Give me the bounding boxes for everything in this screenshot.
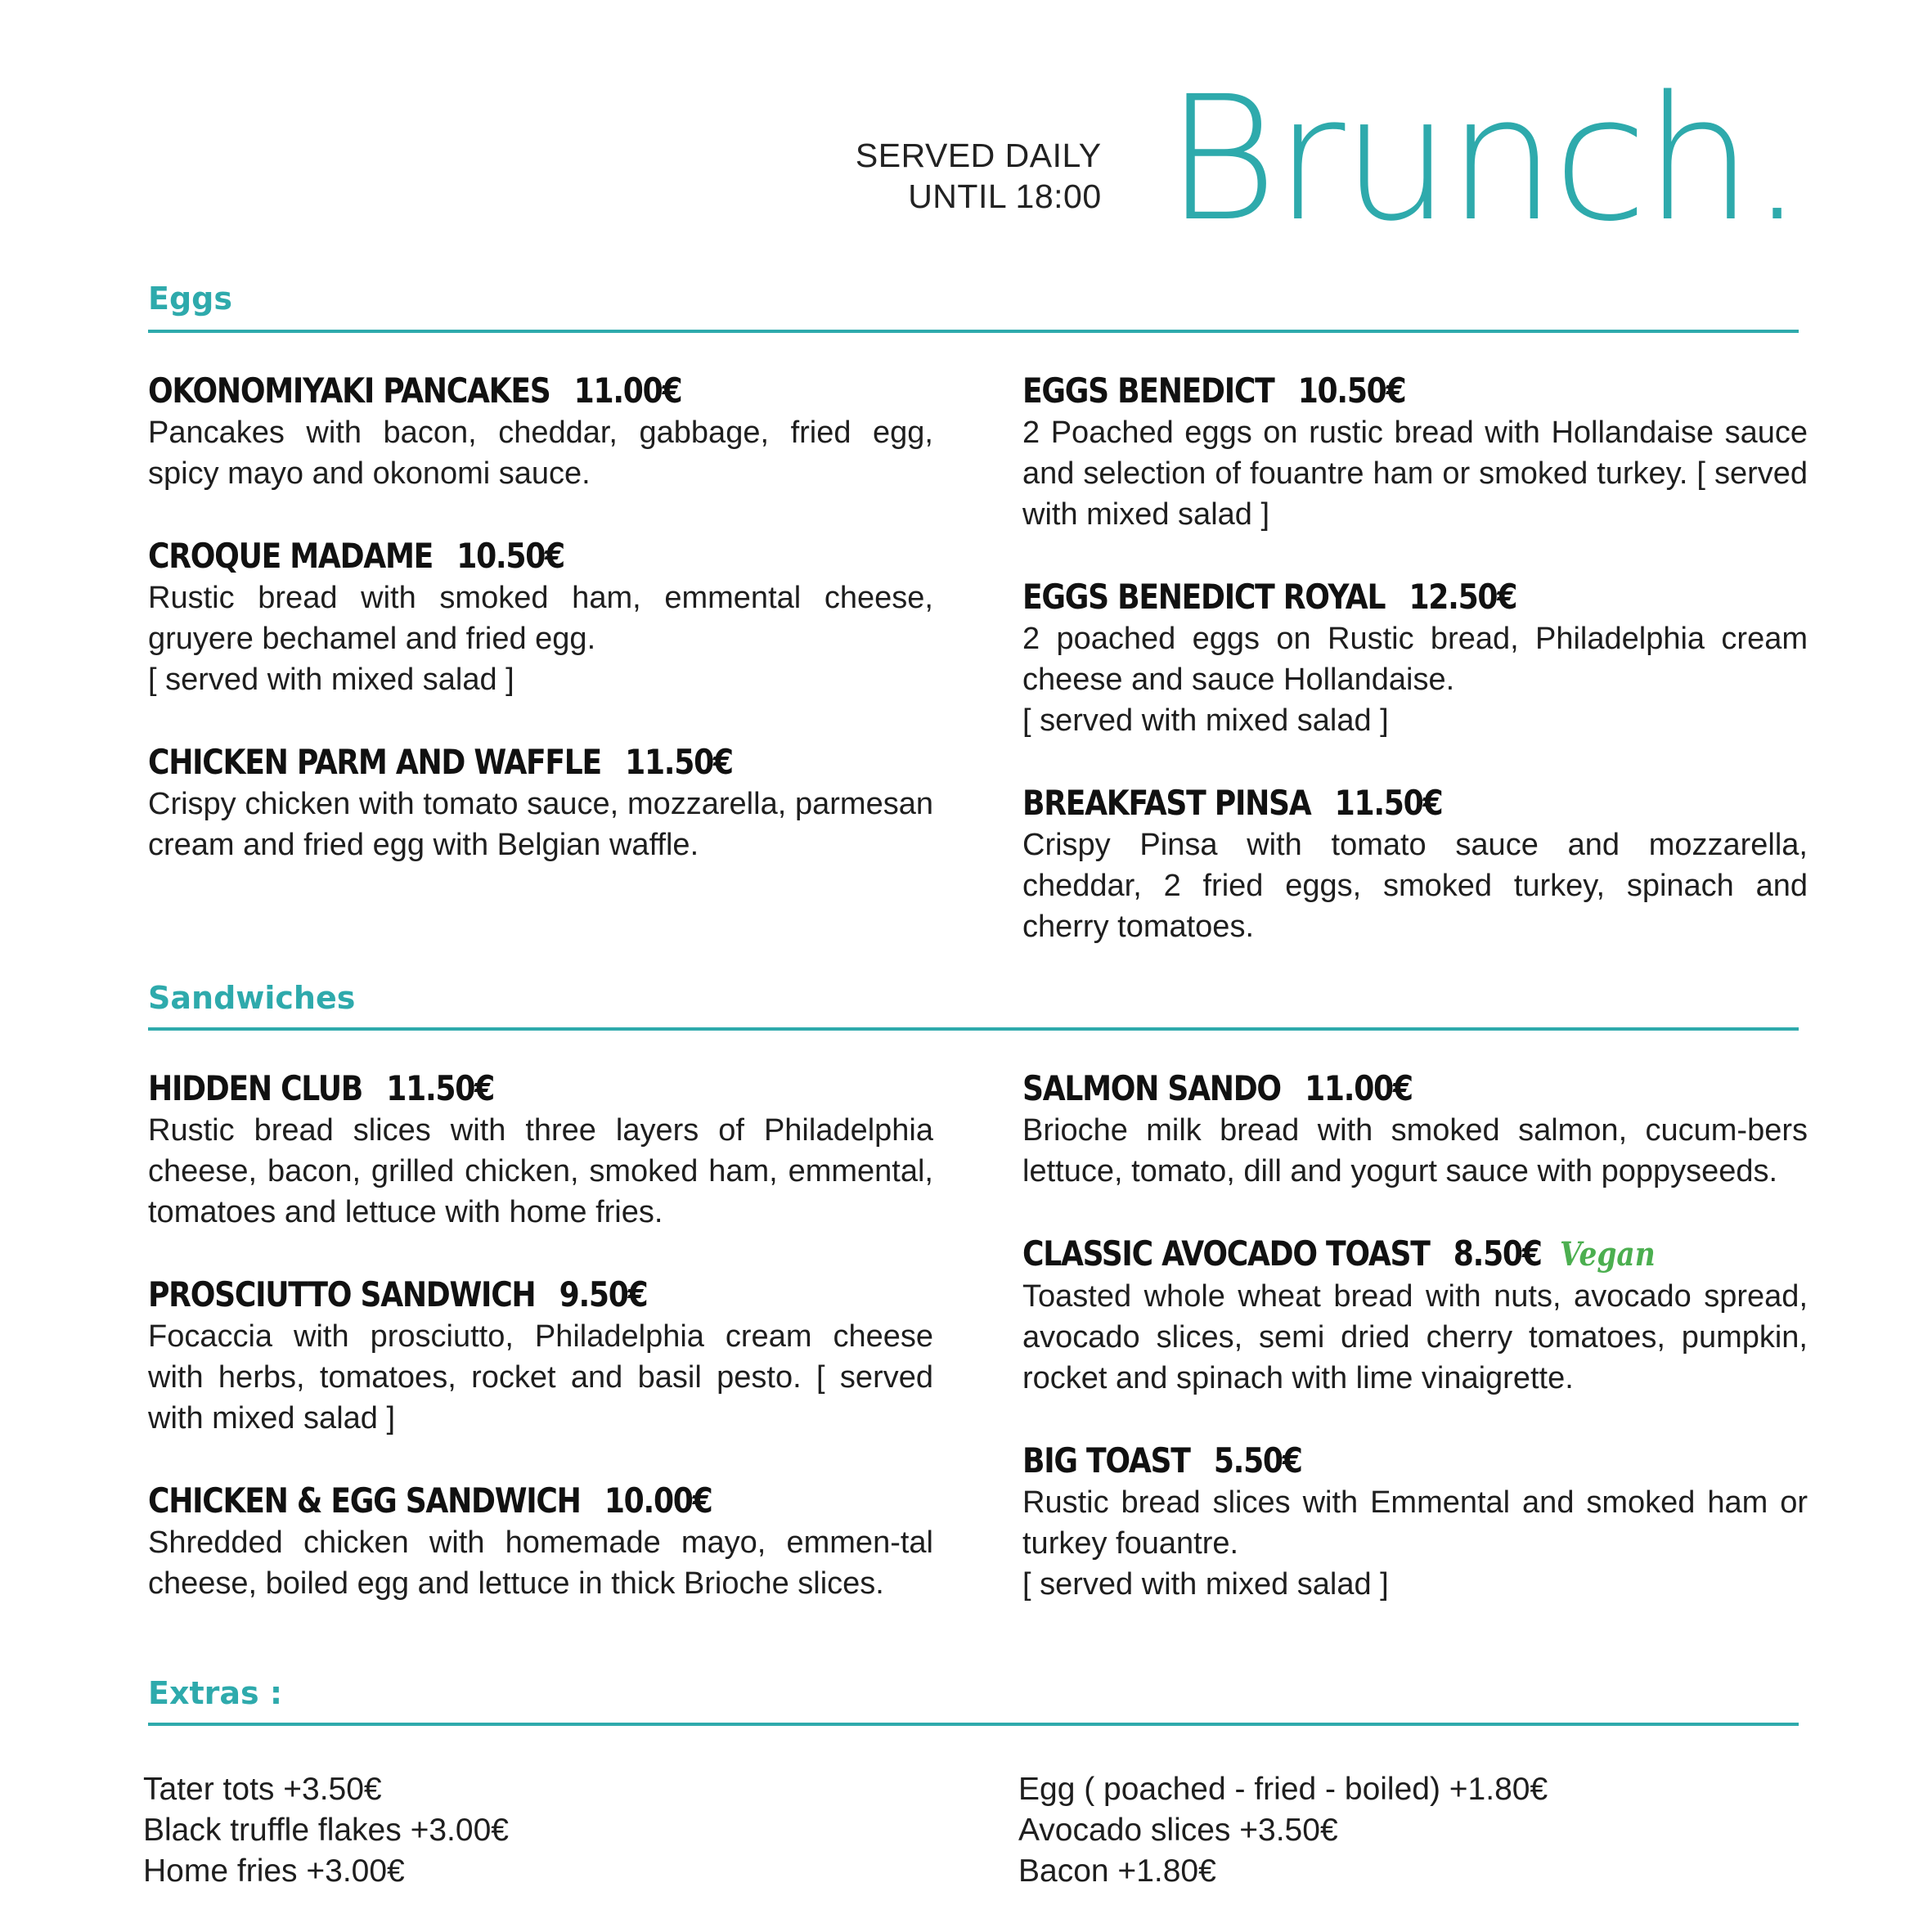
item-note: [ served with mixed salad ] — [1022, 703, 1389, 738]
item-name: EGGS BENEDICT ROYAL — [1022, 577, 1386, 617]
vegan-badge: Vegan — [1559, 1235, 1656, 1274]
page-title — [1165, 59, 1801, 259]
item-description: Rustic bread slices with three layers of Philadelphia cheese, bacon, grilled chicken, smoked ham, emmental, tomatoes and lettuce with home fries. — [148, 1113, 933, 1229]
item-description: Brioche milk bread with smoked salmon, cucum-bers lettuce, tomato, dill and yogurt sauce with poppyseeds. — [1022, 1113, 1808, 1188]
menu-item — [1022, 1440, 1808, 1605]
item-name: PROSCIUTTO SANDWICH — [148, 1274, 536, 1314]
menu-item — [148, 1067, 933, 1233]
section-heading-eggs: Eggs — [148, 281, 232, 317]
extra-item: Egg ( poached - fried - boiled) +1.80€ — [1018, 1772, 1548, 1807]
menu-item — [1022, 370, 1808, 535]
item-description: 2 Poached eggs on rustic bread with Hollandaise sauce and selection of fouantre ham or smoked turkey. [ served with mixed salad ] — [1022, 416, 1808, 532]
item-description: Rustic bread slices with Emmental and smoked ham or turkey fouantre. — [1022, 1485, 1808, 1561]
extra-item: Black truffle flakes +3.00€ — [143, 1813, 509, 1848]
item-name: BREAKFAST PINSA — [1022, 783, 1311, 823]
item-name: CLASSIC AVOCADO TOAST — [1022, 1233, 1430, 1274]
item-description: Pancakes with bacon, cheddar, gabbage, fried egg, spicy mayo and okonomi sauce. — [148, 416, 933, 491]
item-price: 10.50€ — [1297, 371, 1406, 411]
page-title-dot: . — [1750, 59, 1801, 259]
extra-item: Home fries +3.00€ — [143, 1853, 405, 1889]
item-name: SALMON SANDO — [1022, 1068, 1281, 1108]
item-description: Shredded chicken with homemade mayo, emmen-tal cheese, boiled egg and lettuce in thick Brioche slices. — [148, 1525, 933, 1601]
item-name: EGGS BENEDICT — [1022, 371, 1274, 411]
extra-item: Tater tots +3.50€ — [143, 1772, 382, 1807]
item-price: 11.50€ — [625, 742, 733, 782]
item-price: 11.00€ — [1305, 1068, 1413, 1108]
item-description: 2 poached eggs on Rustic bread, Philadelphia cream cheese and sauce Hollandaise. — [1022, 622, 1808, 697]
page-title-text: Brunch — [1165, 59, 1750, 259]
item-price: 10.50€ — [456, 536, 564, 576]
section-divider-extras — [148, 1723, 1799, 1726]
eggs-left-column — [148, 370, 933, 906]
menu-item — [148, 535, 933, 700]
item-note: [ served with mixed salad ] — [148, 663, 514, 697]
serving-hours-line1: SERVED DAILY — [855, 137, 1102, 174]
item-price: 8.50€ — [1453, 1233, 1542, 1274]
item-name: CROQUE MADAME — [148, 536, 434, 576]
item-price: 11.50€ — [386, 1068, 494, 1108]
menu-item — [148, 741, 933, 865]
item-price: 11.50€ — [1334, 783, 1443, 823]
menu-header — [855, 59, 1801, 259]
item-name: HIDDEN CLUB — [148, 1068, 363, 1108]
extras-right-list — [1018, 1769, 1548, 1892]
sandwiches-right-column — [1022, 1067, 1808, 1646]
item-price: 5.50€ — [1213, 1440, 1302, 1480]
item-name: OKONOMIYAKI PANCAKES — [148, 371, 550, 411]
item-price: 12.50€ — [1409, 577, 1517, 617]
serving-hours-line2: UNTIL 18:00 — [908, 177, 1102, 215]
extras-left-list — [143, 1769, 509, 1892]
item-description: Crispy chicken with tomato sauce, mozzarella, parmesan cream and fried egg with Belgian waffle. — [148, 787, 933, 862]
item-name: BIG TOAST — [1022, 1440, 1190, 1480]
extra-item: Bacon +1.80€ — [1018, 1853, 1216, 1889]
menu-item — [1022, 1233, 1808, 1399]
item-description: Rustic bread with smoked ham, emmental cheese, gruyere bechamel and fried egg. — [148, 581, 933, 656]
section-divider-sandwiches — [148, 1027, 1799, 1031]
item-description: Crispy Pinsa with tomato sauce and mozzarella, cheddar, 2 fried eggs, smoked turkey, spinach and cherry tomatoes. — [1022, 828, 1808, 944]
item-name: CHICKEN & EGG SANDWICH — [148, 1480, 581, 1521]
item-description: Focaccia with prosciutto, Philadelphia cream cheese with herbs, tomatoes, rocket and basil pesto. [ served with mixed salad ] — [148, 1319, 933, 1436]
item-price: 9.50€ — [559, 1274, 648, 1314]
menu-item — [1022, 782, 1808, 947]
section-heading-sandwiches: Sandwiches — [148, 980, 356, 1016]
item-description: Toasted whole wheat bread with nuts, avocado spread, avocado slices, semi dried cherry tomatoes, pumpkin, rocket and spinach with lime vinaigrette. — [1022, 1279, 1808, 1395]
item-price: 11.00€ — [573, 371, 682, 411]
item-price: 10.00€ — [604, 1480, 712, 1521]
menu-item — [148, 1480, 933, 1604]
item-note: [ served with mixed salad ] — [1022, 1567, 1389, 1602]
section-divider-eggs — [148, 330, 1799, 333]
item-name: CHICKEN PARM AND WAFFLE — [148, 742, 601, 782]
menu-item — [1022, 576, 1808, 741]
menu-item — [148, 370, 933, 494]
extra-item: Avocado slices +3.50€ — [1018, 1813, 1338, 1848]
serving-hours — [856, 135, 1102, 217]
menu-item — [1022, 1067, 1808, 1192]
section-heading-extras: Extras : — [148, 1675, 283, 1711]
eggs-right-column — [1022, 370, 1808, 988]
sandwiches-left-column — [148, 1067, 933, 1645]
menu-item — [148, 1274, 933, 1439]
